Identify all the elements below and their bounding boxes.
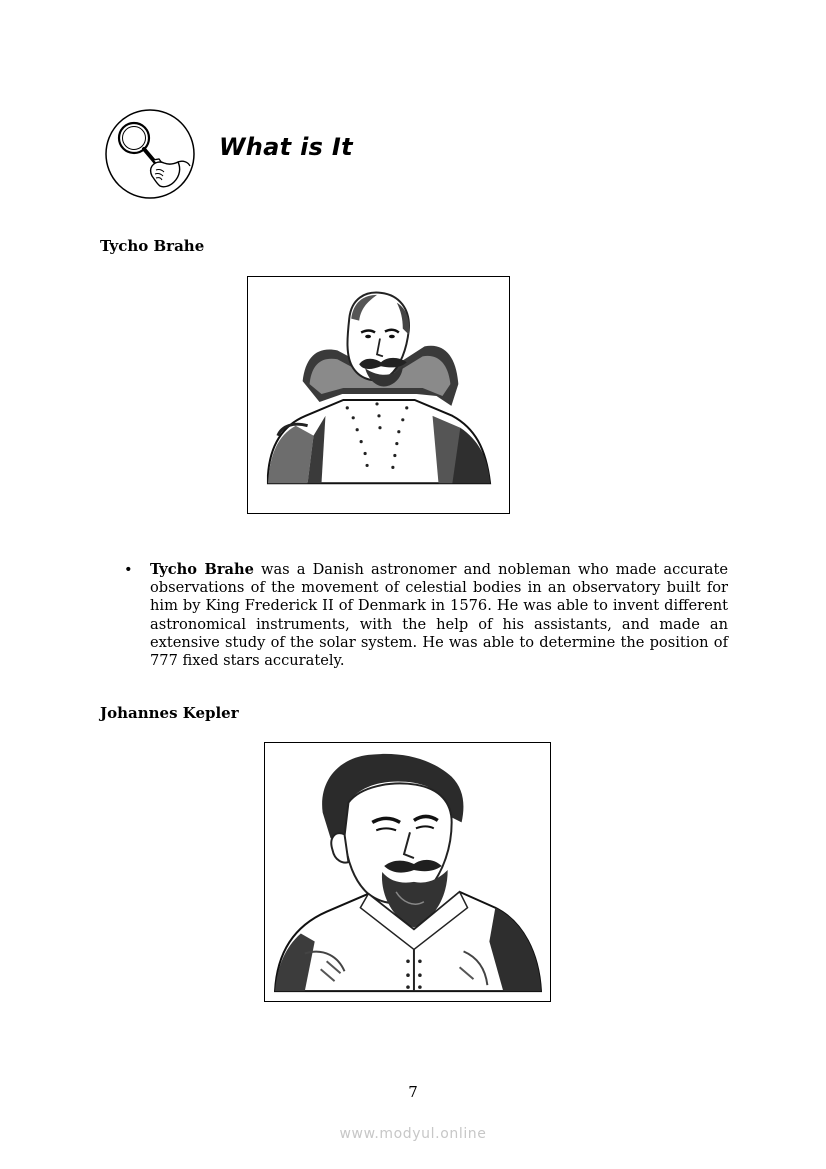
section-title: What is It [219,133,353,161]
page-number: 7 [408,1083,418,1101]
bullet-bold-lead: Tycho Brahe [150,561,254,578]
bullet-body-text: was a Danish astronomer and nobleman who made accurate observations of the movement of celestial bodies in an observatory built for him by King Frederick II of Denmark in 1576. He was able to invent different astronomical instruments, with the help of his assistants, and made an extensive study of the solar system. He was able to determine the position of 777 fixed stars accurately. [150,561,728,670]
watermark: www.modyul.online [339,1126,487,1142]
bullet-icon: • [124,561,133,578]
tycho-brahe-portrait [247,276,510,514]
tycho-brahe-heading: Tycho Brahe [100,237,205,255]
johannes-kepler-portrait [264,742,551,1002]
tycho-brahe-description [124,561,728,670]
bullet-paragraph [150,561,728,670]
johannes-kepler-heading: Johannes Kepler [100,704,239,722]
magnifying-glass-icon [104,108,196,200]
